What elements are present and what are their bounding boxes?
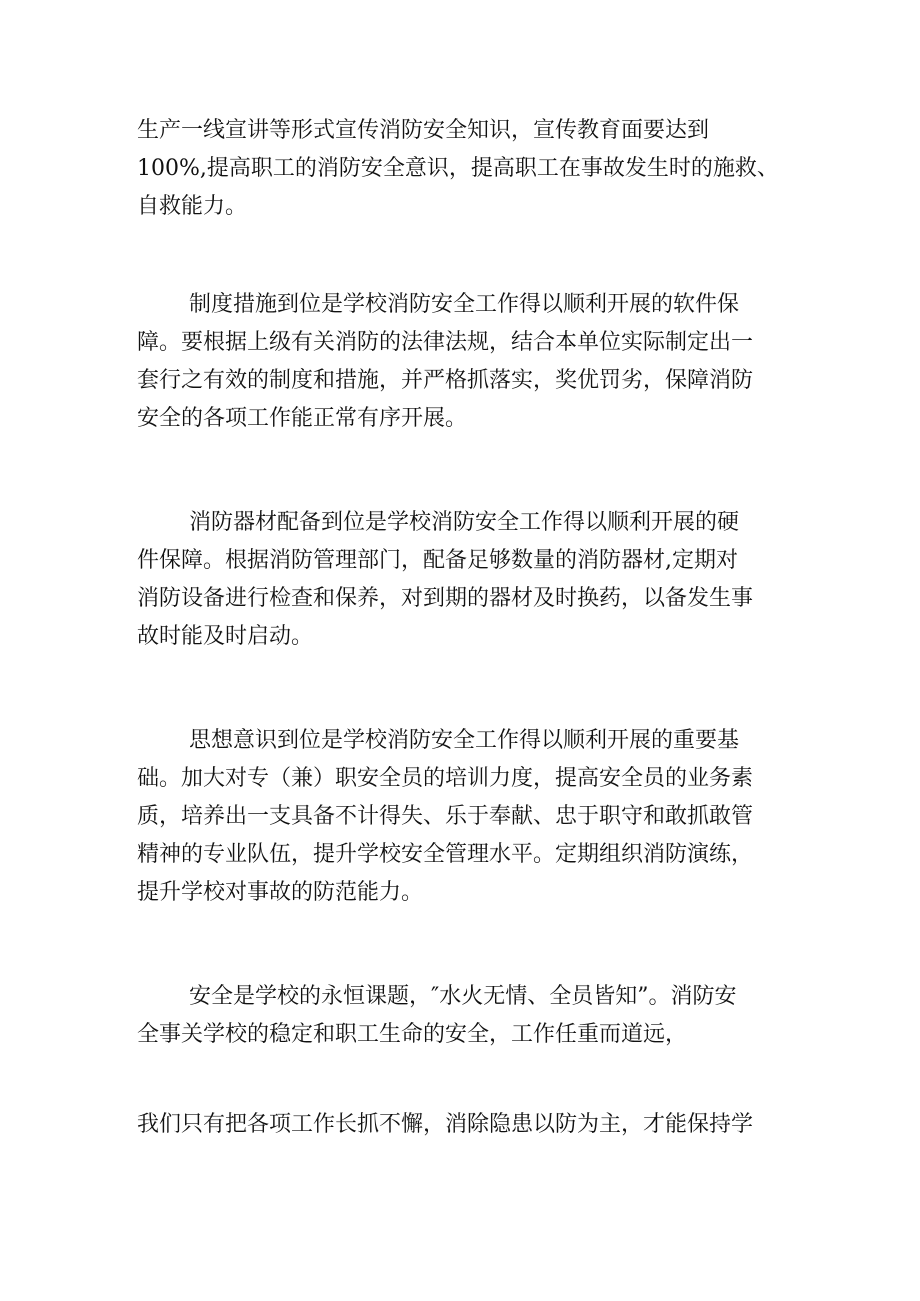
- text-line: 精神的专业队伍，提升学校安全管理水平。定期组织消防演练，: [137, 842, 754, 867]
- paragraph-4: [137, 722, 797, 912]
- text-line: 件保障。根据消防管理部门，配备足够数量的消防器材,定期对: [137, 548, 738, 573]
- text-line: 生产一线宣讲等形式宣传消防安全知识，宣传教育面要达到: [137, 118, 710, 143]
- text-line: 套行之有效的制度和措施，并严格抓落实，奖优罚劣，保障消防: [137, 368, 754, 393]
- paragraph-3: [137, 504, 797, 656]
- text-line: 100%,提高职工的消防安全意识，提高职工在事故发生时的施救、: [137, 156, 779, 181]
- paragraph-2: [137, 286, 797, 438]
- text-line: 础。加大对专（兼）职安全员的培训力度，提高安全员的业务素: [137, 766, 754, 791]
- paragraph-5: [137, 978, 797, 1054]
- text-line: 消防器材配备到位是学校消防安全工作得以顺利开展的硬: [189, 510, 740, 535]
- text-line: 自救能力。: [137, 194, 248, 219]
- text-line: 消防设备进行检查和保养，对到期的器材及时换药，以备发生事: [137, 586, 754, 611]
- text-line: 提升学校对事故的防范能力。: [137, 880, 424, 905]
- paragraph-1: [137, 112, 797, 226]
- text-line: 我们只有把各项工作长抓不懈，消除隐患以防为主，才能保持学: [137, 1112, 754, 1137]
- text-line: 安全的各项工作能正常有序开展。: [137, 406, 468, 431]
- text-line: 思想意识到位是学校消防安全工作得以顺利开展的重要基: [189, 728, 740, 753]
- text-line: 故时能及时启动。: [137, 624, 314, 649]
- text-line: 质，培养出一支具备不计得失、乐于奉献、忠于职守和敢抓敢管: [137, 804, 754, 829]
- text-line: 障。要根据上级有关消防的法律法规，结合本单位实际制定出一: [137, 330, 754, 355]
- paragraph-6: [137, 1106, 797, 1144]
- text-line: 安全是学校的永恒课题，″水火无情、全员皆知”。消防安: [189, 984, 737, 1009]
- text-line: 制度措施到位是学校消防安全工作得以顺利开展的软件保: [189, 292, 740, 317]
- text-line: 全事关学校的稳定和职工生命的安全，工作任重而道远，: [137, 1022, 688, 1047]
